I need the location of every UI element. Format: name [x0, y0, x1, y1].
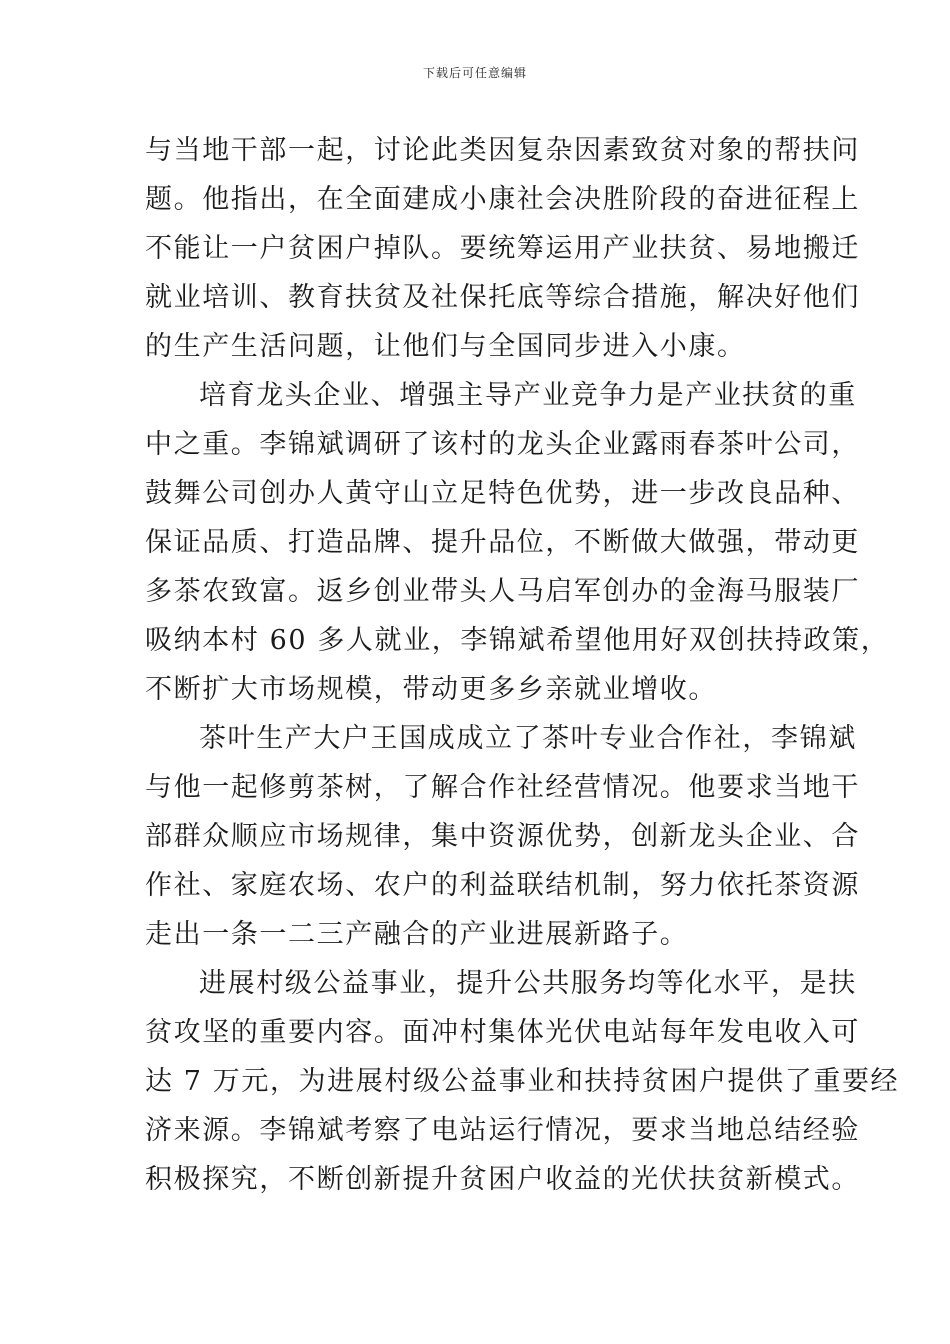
text-line: 鼓舞公司创办人黄守山立足特色优势，进一步改良品种、	[145, 478, 860, 509]
text-line: 走出一条一二三产融合的产业进展新路子。	[145, 919, 689, 950]
text-line: 吸纳本村 60 多人就业，李锦斌希望他用好双创扶持政策，	[145, 625, 890, 656]
text-line: 就业培训、教育扶贫及社保托底等综合措施，解决好他们	[145, 282, 860, 313]
text-line: 中之重。李锦斌调研了该村的龙头企业露雨春茶叶公司，	[145, 429, 860, 460]
text-line: 与他一起修剪茶树，了解合作社经营情况。他要求当地干	[145, 772, 860, 803]
text-line: 作社、家庭农场、农户的利益联结机制，努力依托茶资源	[145, 870, 860, 901]
text-line: 贫攻坚的重要内容。面冲村集体光伏电站每年发电收入可	[145, 1017, 860, 1048]
paragraph	[145, 126, 860, 371]
text-line: 不能让一户贫困户掉队。要统筹运用产业扶贫、易地搬迁	[145, 233, 860, 264]
paragraph	[145, 959, 900, 1204]
paragraph	[145, 371, 890, 714]
header-note: 下载后可任意编辑	[422, 66, 527, 80]
text-line: 进展村级公益事业，提升公共服务均等化水平，是扶	[199, 968, 857, 999]
text-line: 题。他指出，在全面建成小康社会决胜阶段的奋进征程上	[145, 184, 860, 215]
text-line: 积极探究，不断创新提升贫困户收益的光伏扶贫新模式。	[145, 1164, 860, 1195]
text-line: 济来源。李锦斌考察了电站运行情况，要求当地总结经验	[145, 1115, 860, 1146]
text-line: 的生产生活问题，让他们与全国同步进入小康。	[145, 331, 746, 362]
text-line: 保证品质、打造品牌、提升品位，不断做大做强，带动更	[145, 527, 860, 558]
paragraph	[145, 714, 860, 959]
text-line: 与当地干部一起，讨论此类因复杂因素致贫对象的帮扶问	[145, 135, 860, 166]
text-line: 培育龙头企业、增强主导产业竞争力是产业扶贫的重	[199, 380, 857, 411]
text-line: 茶叶生产大户王国成成立了茶叶专业合作社，李锦斌	[199, 723, 857, 754]
text-line: 达 7 万元，为进展村级公益事业和扶持贫困户提供了重要经	[145, 1066, 900, 1097]
document-body	[145, 126, 900, 1204]
text-line: 多茶农致富。返乡创业带头人马启军创办的金海马服装厂	[145, 576, 860, 607]
text-line: 部群众顺应市场规律，集中资源优势，创新龙头企业、合	[145, 821, 860, 852]
text-line: 不断扩大市场规模，带动更多乡亲就业增收。	[145, 674, 717, 705]
